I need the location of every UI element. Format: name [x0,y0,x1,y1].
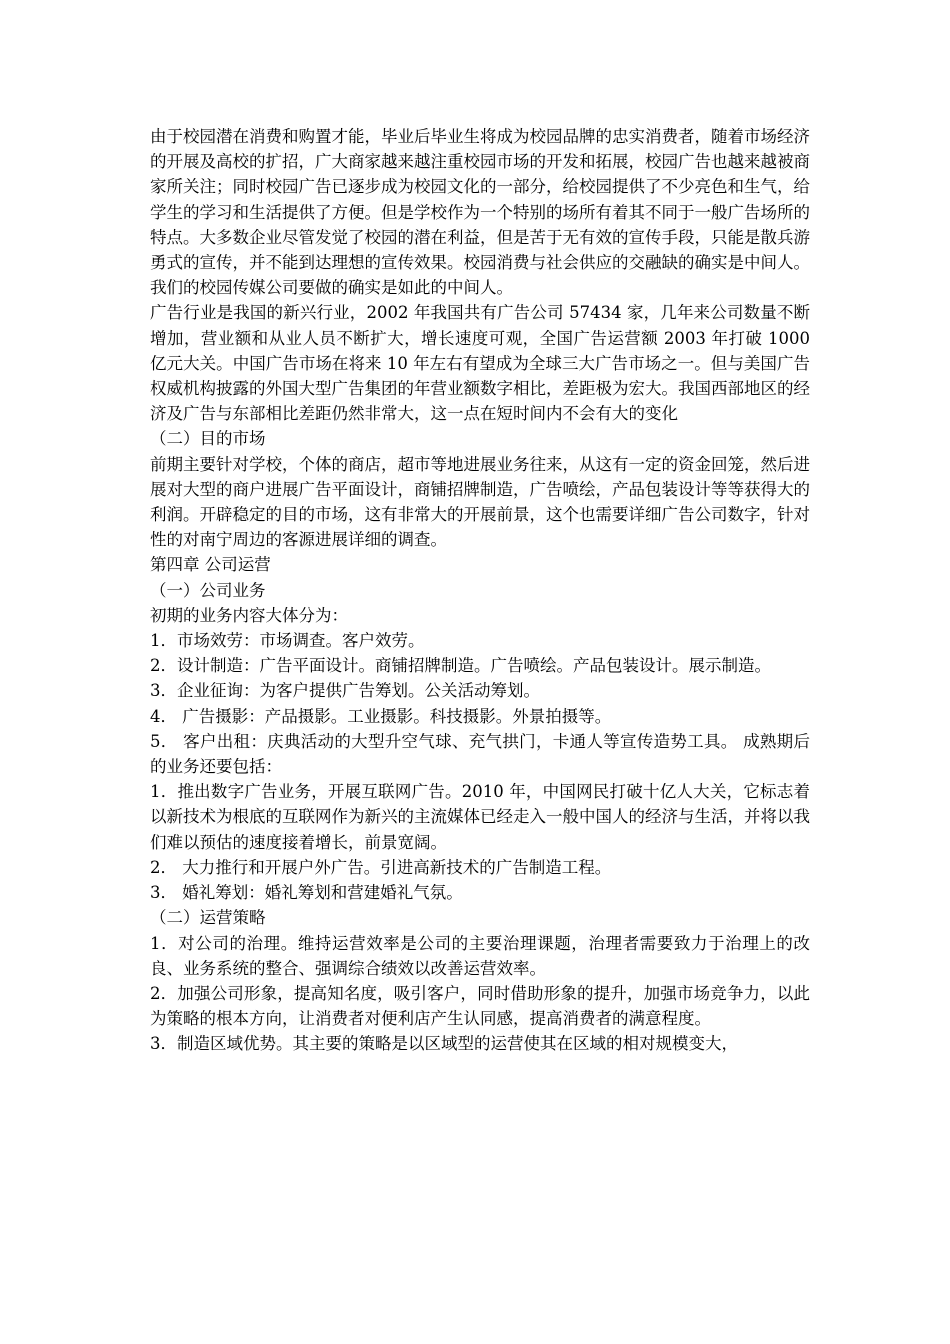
section-heading-target-market: （二）目的市场 [150,429,266,449]
list-item-wedding-planning: 3． 婚礼筹划：婚礼筹划和营建婚礼气氛。 [150,883,463,903]
list-item-design-production: 2．设计制造：广告平面设计。商铺招牌制造。广告喷绘。产品包装设计。展示制造。 [150,656,771,676]
paragraph-initial-business-intro: 初期的业务内容大体分为： [150,605,348,625]
list-item-consulting: 3．企业征询：为客户提供广告筹划。公关活动筹划。 [150,681,540,701]
list-item-outdoor-ads: 2． 大力推行和开展户外广告。引进高新技术的广告制造工程。 [150,857,612,877]
section-heading-business: （一）公司业务 [150,580,266,600]
list-item-market-service: 1．市场效劳：市场调查。客户效劳。 [150,631,425,651]
list-item-photography: 4． 广告摄影：产品摄影。工业摄影。科技摄影。外景拍摄等。 [150,706,612,726]
list-item-digital-ads: 1．推出数字广告业务，开展互联网广告。2010 年，中国网民打破十亿人大关，它标志着以新技术为根底的互联网作为新兴的主流媒体已经走入一般中国人的经济与生活，并将以我们难以预估的速度接着增长，前景宽阔。 [150,782,810,852]
section-heading-strategy: （二）运营策略 [150,908,266,928]
paragraph-campus-market: 由于校园潜在消费和购置才能，毕业后毕业生将成为校园品牌的忠实消费者，随着市场经济的开展及高校的扩招，广大商家越来越注重校园市场的开发和拓展，校园广告也越来越被商家所关注；同时校园广告已逐步成为校园文化的一部分，给校园提供了不少亮色和生气，给学生的学习和生活提供了方便。但是学校作为一个特别的场所有着其不同于一般广告场所的特点。大多数企业尽管发觉了校园的潜在利益，但是苦于无有效的宣传手段，只能是散兵游勇式的宣传，并不能到达理想的宣传效果。校园消费与社会供应的交融缺的确实是中间人。我们的校园传媒公司要做的确实是如此的中间人。 [150,127,810,298]
paragraph-target-market: 前期主要针对学校，个体的商店，超市等地进展业务往来，从这有一定的资金回笼，然后进展对大型的商户进展广告平面设计，商铺招牌制造，广告喷绘，产品包装设计等等获得大的利润。开辟稳定的目的市场，这有非常大的开展前景，这个也需要详细广告公司数字，针对性的对南宁周边的客源进展详细的调查。 [150,454,810,550]
paragraph-ad-industry: 广告行业是我国的新兴行业，2002 年我国共有广告公司 57434 家，几年来公司数量不断增加，营业额和从业人员不断扩大，增长速度可观，全国广告运营额 2003 年打破 1000 亿元大关。中国广告市场在将来 10 年左右有望成为全球三大广告市场之一。但与美国广告权威机构披露的外国大型广告集团的年营业额数字相比，差距极为宏大。我国西部地区的经济及广告与东部相比差距仍然非常大，这一点在短时间内不会有大的变化 [150,303,810,424]
list-item-management: 1．对公司的治理。维持运营效率是公司的主要治理课题，治理者需要致力于治理上的改良、业务系统的整合、强调综合绩效以改善运营效率。 [150,933,810,978]
list-item-company-image: 2．加强公司形象，提高知名度，吸引客户，同时借助形象的提升，加强市场竞争力，以此为策略的根本方向，让消费者对便利店产生认同感，提高消费者的满意程度。 [150,983,810,1029]
chapter-heading-operations: 第四章 公司运营 [150,555,271,575]
document-body [150,124,810,1057]
list-item-regional-advantage: 3．制造区域优势。其主要的策略是以区域型的运营使其在区域的相对规模变大， [150,1034,738,1054]
list-item-rental: 5． 客户出租：庆典活动的大型升空气球、充气拱门，卡通人等宣传造势工具。 成熟期后的业务还要包括： [150,731,810,777]
